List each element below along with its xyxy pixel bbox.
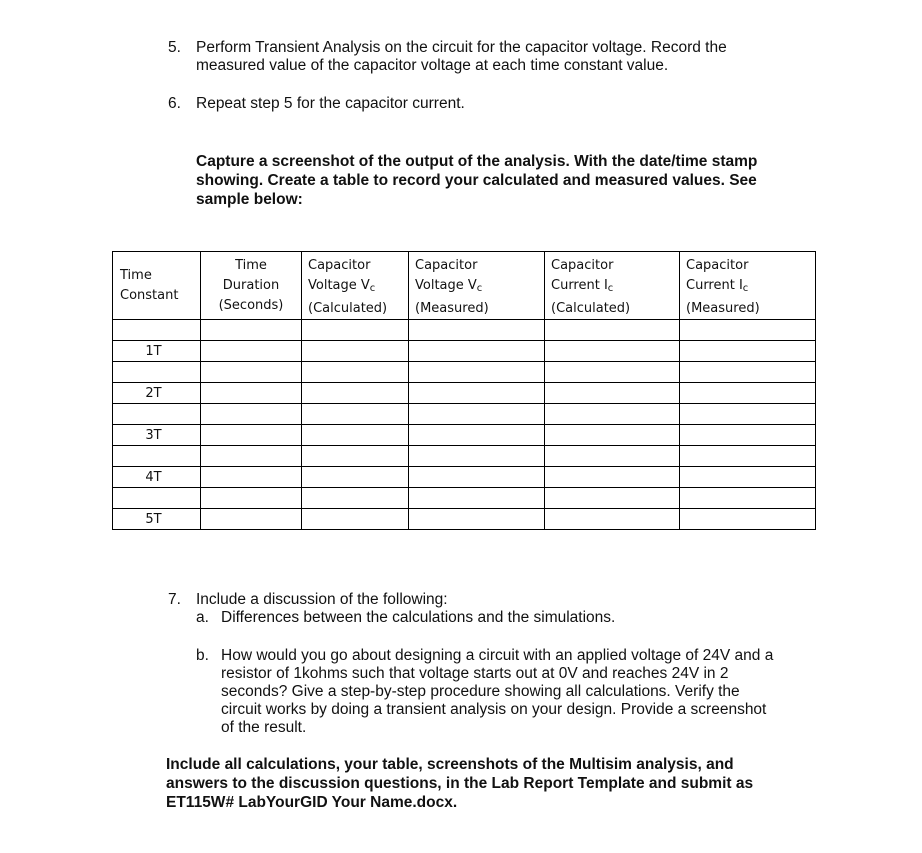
header-time-duration: Time Duration (Seconds) (201, 252, 302, 320)
closing-note-line-3: ET115W# LabYourGID Your Name.docx. (166, 794, 458, 811)
step-7-item-a (196, 609, 876, 629)
step-7-intro: Include a discussion of the following: (196, 591, 448, 608)
step-5-line-2: measured value of the capacitor voltage at each time constant value. (196, 57, 669, 74)
table-row (113, 446, 816, 467)
header-ic-measured: Capacitor Current $I_c$ (Measured) (680, 252, 816, 320)
row-label-4t: 4T (113, 467, 201, 488)
step-5-number: 5. (168, 39, 181, 56)
capture-note-line-3: sample below: (196, 191, 303, 208)
step-7 (168, 591, 868, 611)
item-b-line-4: circuit works by doing a transient analysis on your design. Provide a screenshot (221, 701, 767, 718)
step-6-number: 6. (168, 95, 181, 112)
step-5-line-1: Perform Transient Analysis on the circuit for the capacitor voltage. Record the (196, 39, 727, 56)
header-time-constant: Time Constant (113, 252, 201, 320)
item-a-text: Differences between the calculations and the simulations. (221, 609, 616, 626)
header-vc-measured: Capacitor Voltage $V_c$ (Measured) (409, 252, 545, 320)
row-label-1t: 1T (113, 341, 201, 362)
subscript-c: c (742, 283, 749, 294)
row-label-5t: 5T (113, 509, 201, 530)
step-7-item-b (196, 647, 896, 742)
capture-note-line-2: showing. Create a table to record your calculated and measured values. See (196, 172, 757, 189)
item-b-line-2: resistor of 1kohms such that voltage starts out at 0V and reaches 24V in 2 (221, 665, 729, 682)
subscript-c: c (476, 283, 483, 294)
header-ic-calculated: Capacitor Current $I_c$ (Calculated) (545, 252, 680, 320)
step-7-number: 7. (168, 591, 181, 608)
closing-note (166, 755, 886, 812)
subscript-c: c (369, 283, 376, 294)
step-6 (168, 95, 868, 115)
table-row (113, 341, 816, 362)
item-b-line-1: How would you go about designing a circuit with an applied voltage of 24V and a (221, 647, 774, 664)
table-row (113, 467, 816, 488)
sample-table (112, 251, 816, 530)
row-label-2t: 2T (113, 383, 201, 404)
table-row (113, 509, 816, 530)
table-row (113, 320, 816, 341)
capture-note (196, 152, 896, 209)
step-5 (168, 39, 868, 79)
capture-note-line-1: Capture a screenshot of the output of the analysis. With the date/time stamp (196, 153, 758, 170)
table-row (113, 383, 816, 404)
step-6-text: Repeat step 5 for the capacitor current. (196, 95, 465, 112)
table-row (113, 488, 816, 509)
header-vc-calculated: Capacitor Voltage $V_c$ (Calculated) (302, 252, 409, 320)
item-b-line-5: of the result. (221, 719, 307, 736)
closing-note-line-2: answers to the discussion questions, in the Lab Report Template and submit as (166, 775, 754, 792)
item-b-letter: b. (196, 647, 209, 664)
item-a-letter: a. (196, 609, 209, 626)
subscript-c: c (607, 283, 614, 294)
table-row (113, 362, 816, 383)
table-row (113, 404, 816, 425)
item-b-line-3: seconds? Give a step-by-step procedure showing all calculations. Verify the (221, 683, 740, 700)
row-label-3t: 3T (113, 425, 201, 446)
closing-note-line-1: Include all calculations, your table, screenshots of the Multisim analysis, and (166, 756, 734, 773)
table-header-row (113, 252, 816, 320)
table-row (113, 425, 816, 446)
